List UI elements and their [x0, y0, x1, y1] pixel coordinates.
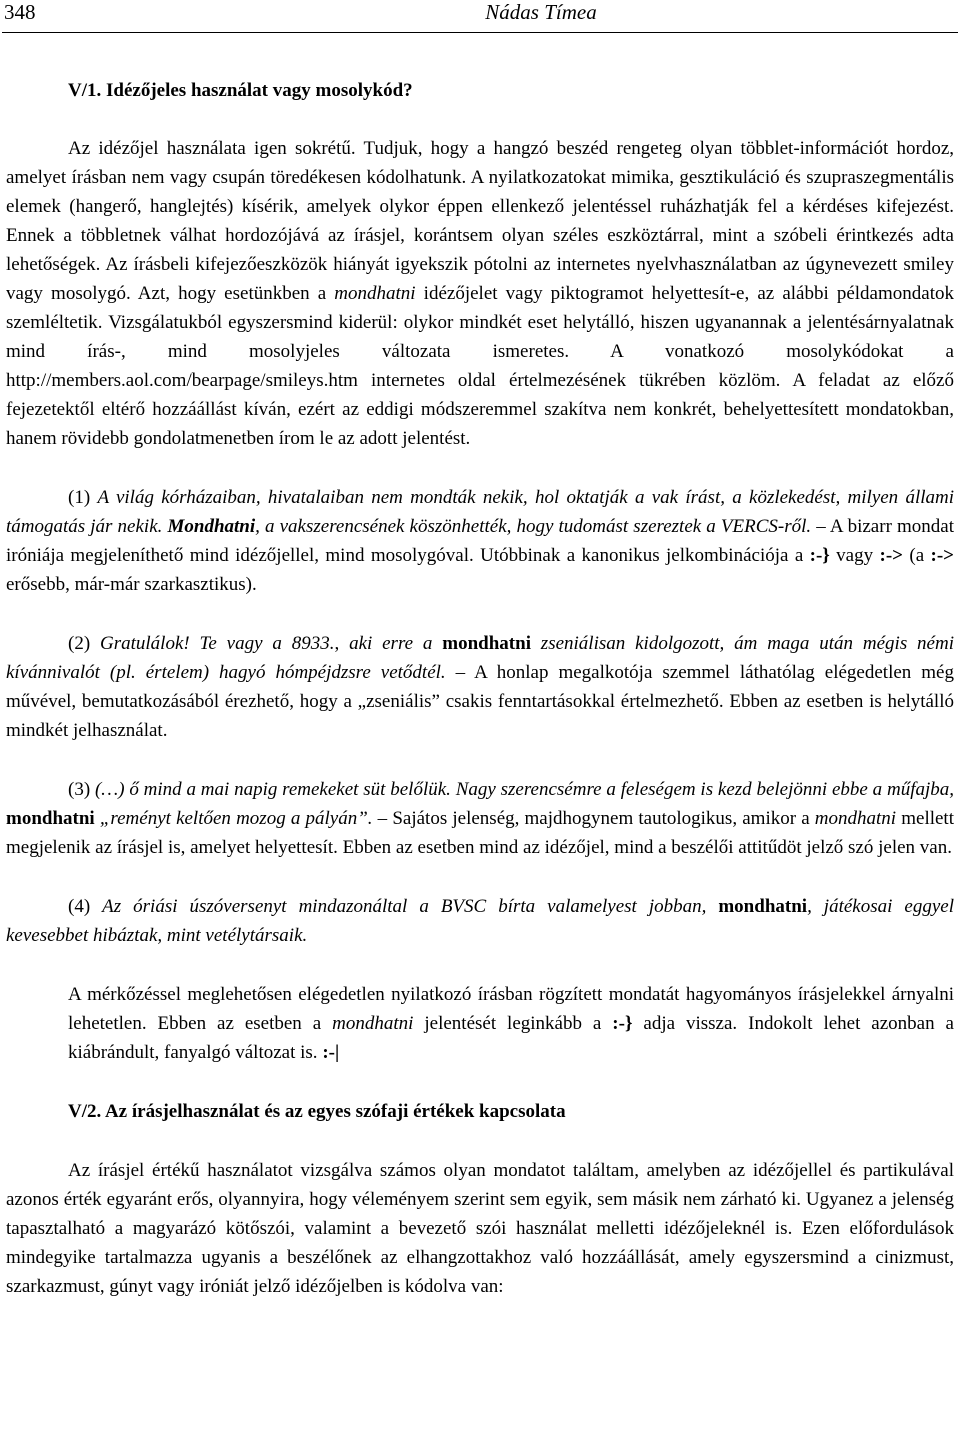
closing-paragraph: A mérkőzéssel meglehetősen elégedetlen nyilatkozó írásban rögzített mondatát hagyományos írásjelekkel árnyalni lehetetlen. Ebben az esetben a mondhatni jelentését leginkább a :-} adja vissza. Indokolt lehet azonban a kiábrándult, fanyalgó változat is. :-| [68, 984, 954, 1063]
page-number: 348 [4, 0, 36, 24]
example-3: (3) (…) ő mind a mai napig remekeket süt belőlük. Nagy szerencsémre a feleségem is kezd belejönni ebbe a műfajba, mondhatni „reményt keltően mozog a pályán”. – Sajátos jelenség, majdhogynem tautologikus, amikor a mondhatni mellett megjelenik az írásjel is, amelyet helyettesít. Ebben az esetben mind az idézőjel, mind a beszélői attitűdöt jelző szó jelen van. [6, 779, 954, 858]
intro-paragraph: Az idézőjel használata igen sokrétű. Tudjuk, hogy a hangzó beszéd rengeteg olyan többlet-információt hordoz, amelyet írásban nem vagy csupán töredékesen kódolhatunk. A nyilatkozatokat mimika, gesztikuláció és szupraszegmentális elemek (hangerő, hanglejtés) kísérik, amelyek olykor éppen ellenkező jelentéssel ruházhatják fel a kérdéses kifejezést. Ennek a többletnek válhat hordozójává az írásjel, korántsem olyan széles eszköztárral, mint a szóbeli érintkezés adta lehetőségek. Az írásbeli kifejezőeszközök hiányát igyekszik pótolni az internetes nyelvhasználatban az úgynevezett smiley vagy mosolygó. Azt, hogy esetünkben a mondhatni idézőjelet vagy piktogramot helyettesít-e, az alábbi példamondatok szemléltetik. Vizsgálatukból egyszersmind kiderül: olykor mindkét eset helytálló, hiszen ugyanannak a jelentésárnyalatnak mind írás-, mind mosolyjeles változata ismeretes. A vonatkozó mosolykódokat a http://members.aol.com/bearpage/smileys.htm internetes oldal értelmezésének tükrében közlöm. A feladat az előző fejezetektől eltérő hozzáállást kíván, ezért az eddigi módszeremmel szakítva nem konkrét, behelyettesített mondatokban, hanem rövidebb gondolatmenetben írom le az adott jelentést. [6, 138, 954, 449]
example-1: (1) A világ kórházaiban, hivatalaiban nem mondták nekik, hol oktatják a vak írást, a közlekedést, milyen állami támogatás jár nekik. Mondhatni, a vakszerencsének köszönhették, hogy tudomást szereztek a VERCS-ről. – A bizarr mondat iróniája megjeleníthető mind idézőjellel, mind mosolygóval. Utóbbinak a kanonikus jelkombinációja a :-} vagy :-> (a :-> erősebb, már-már szarkasztikus). [6, 487, 955, 595]
section2-paragraph: Az írásjel értékű használatot vizsgálva számos olyan mondatot találtam, amelyben az idézőjellel és partikulával azonos érték egyaránt erős, olyannyira, hogy véleményem szerint sem egyik, sem másik nem zárható ki. Ugyanez a jelenség tapasztalható a magyarázó kötőszói, valamint a bevezető szói használat melletti idézőjeleknél is. Ezen előfordulások mindegyike tartalmazza ugyanis a beszélőnek az elhangzottakhoz való hozzáállását, amely egyszersmind a cinizmust, szarkazmust, gúnyt vagy iróniát jelző idézőjelben is kódolva van: [6, 1160, 954, 1297]
example-2: (2) Gratulálok! Te vagy a 8933., aki erre a mondhatni zseniálisan kidolgozott, ám maga után mégis némi kívánnivalót (pl. értelem) hagyó hómpéjdzsre vetődtél. – A honlap megalkotója szemmel láthatólag elégedetlen még művével, bemutatkozásából érezhető, hogy a „zseniális” csakis fenntartásokkal értelmezhető. Ebben az esetben is helytálló mindkét jelhasználat. [6, 633, 954, 741]
page-content [6, 76, 954, 1301]
section-heading-v1: V/1. Idézőjeles használat vagy mosolykód? [68, 80, 413, 101]
example-4: (4) Az óriási úszóversenyt mindazonáltal a BVSC bírta valamelyest jobban, mondhatni, játékosai eggyel kevesebbet hibáztak, mint vetélytársaik. [6, 896, 954, 946]
section-heading-v2: V/2. Az írásjelhasználat és az egyes szófaji értékek kapcsolata [68, 1101, 566, 1122]
page-header [0, 0, 960, 32]
running-head-author: Nádas Tímea [485, 0, 597, 24]
header-rule [2, 32, 958, 33]
